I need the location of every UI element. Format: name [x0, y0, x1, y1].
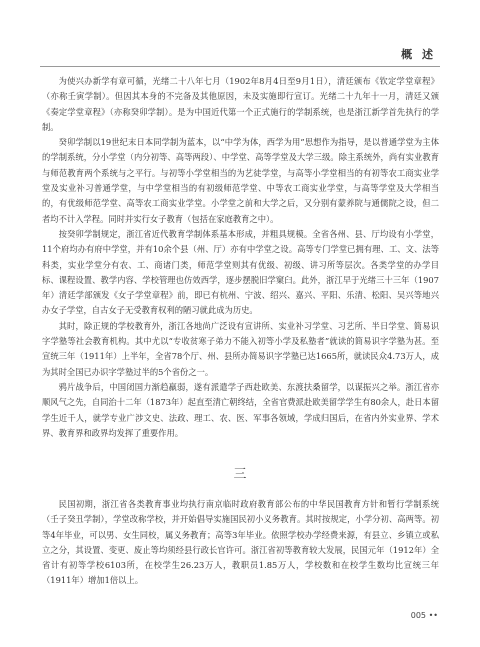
paragraph-5: 鸦片战争后，中国闭国力渐趋羸弱，遂有派遣学子西赴欧美、东渡扶桑留学，以谋振兴之举。浙江省亦顺风气之先，自同治十二年（1873年）起直至清亡朝终结，全省官费派赴欧美留学学生有80余人，赴日本留学生近千人，就学专业广涉文史、法政、理工、农、医、军事各领域，学成归国后，在省内外实业界、学术界、教育界和政界均发挥了重要作用。	[42, 381, 439, 438]
paragraph-3: 按癸卯学制规定，浙江省近代教育学制体系基本形成，并粗具规模。全省各州、县、厅均设有小学堂，11个府均办有府中学堂，并有10余个县（州、厅）亦有中学堂之设。高等专门学堂已拥有理、工、文、法等科类，实业学堂分有农、工、商诸门类，师范学堂则其有优级、初级、讲习所等层次。各类学堂的办学目标、课程设置、教学内容、学校管理也仿效西学，逐步摆脱旧学窠臼。此外，浙江早于光绪三十三年（1907年）清廷学部颁发《女子学堂章程》前，即已有杭州、宁波、绍兴、嘉兴、平阳、乐清、松阳、吴兴等地兴办女子学堂，自古女子无受教育权利的陋习就此成为历史。	[42, 228, 439, 316]
paragraph-6: 民国初期，浙江省各类教育事业均执行南京临时政府教育部公布的中华民国教育方针和暂行学制系统（壬子癸丑学制），学堂改称学校，并开始倡导实施国民初小义务教育。其时按规定，小学分初、高两等。初等4年毕业，可以男、女生同校，属义务教育；高等3年毕业。依照学校办学经费来源，有县立、乡镇立或私立之分，其设置、变更、废止等均须经县行政长官许可。浙江省初等教育较大发展，民国元年（1912年）全省计有初等学校6103所，在校学生26.23万人，教职员1.85万人，学校数和在校学生数均比宣统三年（1911年）增加1倍以上。	[42, 499, 439, 586]
paragraph-1: 为使兴办新学有章可循，光绪二十八年七月（1902年8月4日至9月1日），清廷颁布《钦定学堂章程》（亦称壬寅学制）。但因其本身的不完备及其他原因，未及实施即行宣订。光绪二十九年十一月，清廷又颁《奏定学堂章程》（亦称癸卯学制）。是为中国近代第一个正式施行的学制系统，也是浙江新学首先执行的学制。	[42, 76, 439, 132]
page-number: 005 ••	[410, 611, 438, 620]
body-section-2	[42, 74, 439, 441]
section-heading: 三	[233, 467, 247, 482]
paragraph-2: 癸卯学制以19世纪末日本同学制为蓝本，以“中学为体，西学为用”思想作为指导，是以普通学堂为主体的学制系统，分小学堂（内分初等、高等两段）、中学堂、高等学堂及大学三级。除主系统外，尚有实业教育与师范教育两个系统与之平行。与初等小学堂相当的为艺徒学堂，与高等小学堂相当的有初等农工商实业学堂及实业补习普通学堂，与中学堂相当的有初级师范学堂、中等农工商实业学堂，与高等学堂及大学相当的，有优级师范学堂、高等农工商实业学堂。小学堂之前和大学之后，又分别有蒙养院与通儒院之设，但二者均不计入学程。同时并实行女子教育（包括在家庭教育之中）。	[42, 137, 439, 224]
header-rule	[40, 66, 440, 67]
running-title: 概 述	[401, 48, 436, 61]
body-section-3	[42, 497, 439, 589]
paragraph-4: 其时，除正规的学校教育外，浙江各地尚广泛设有宣讲所、实业补习学堂、习艺所、半日学堂、简易识字学塾等社会教育机构。其中尤以“专收贫寒子弟力不能入初等小学及私塾者”就读的简易识字学塾为甚。至宣统三年（1911年）上半年，全省78个厅、州、县所办简易识字学塾已达1665所，就读民众4.73万人，成为其时全国已办识字学塾过半的5个省份之一。	[42, 320, 439, 377]
